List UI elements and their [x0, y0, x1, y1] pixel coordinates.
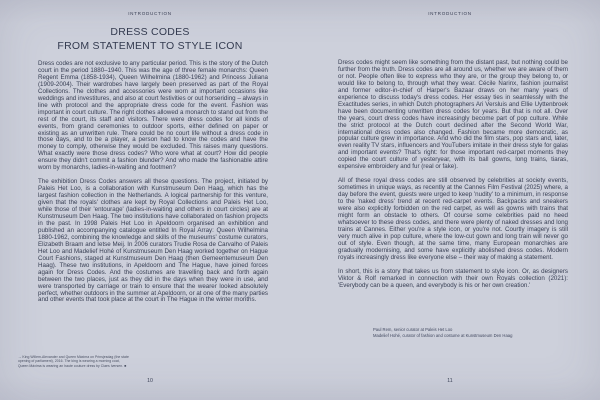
right-page	[300, 0, 600, 400]
body-paragraph: All of these royal dress codes are still observed by celebrities at society events, sometimes in unique ways, as recently at the Cannes Film Festival (2025) where, a day before the event, guests were urged to keep 'nudity' to a minimum, in response to the 'naked dress' trend at recent red-carpet events. Backpacks and sneakers were also explicitly forbidden on the red carpet, as well as gowns with trains that might form an obstacle to others. Of course some celebrities paid no heed whatsoever to these dress codes, and there were plenty of naked dresses and long trains at Cannes. Either you're a style icon, or you're not. Courtly imagery is still very much alive in pop culture, where the low-cut gown and long train will never go out of style. Even though, at the same time, many European monarchies are gradually modernising, and some have explicitly abolished dress codes. Modern royals increasingly dress like everyone else – their way of making a statement.	[338, 177, 568, 261]
body-paragraph: Dress codes might seem like something from the distant past, but nothing could be further from the truth. Dress codes are all around us, whether we are aware of them or not. People often like to express who they are, or the group they belong to, or would like to belong to, through what they wear. Cécile Narinx, fashion journalist and former editor-in-chief of Harper's Bazaar draws on her many years of experience to discuss today's dress codes. Her essay ties in seamlessly with the Exactitudes series, in which Dutch photographers Ari Versluis and Ellie Uyttenbroek have been documenting unwritten dress codes for years. But that is not all. Over the years, court dress codes have increasingly become part of pop culture. While the strict protocol at the Dutch court declined after the Second World War, international dress codes also changed. Fashion became more democratic, as popular culture grew in importance. And who did the film stars, pop stars and, later, even reality TV stars, influencers and YouTubers imitate in their dress style for galas and important events? That's right: for those important red-carpet moments they copied the court culture of yesteryear, with its ball gowns, long trains, tiaras, expensive embroidery and fur (real or fake).	[338, 59, 568, 171]
left-running-header: INTRODUCTION	[128, 11, 172, 16]
body-paragraph: In short, this is a story that takes us from statement to style icon. Or, as designers Viktor & Rolf remarked in connection with their own Royals collection (2021): 'Everybody can be a queen, and everybody is his or her own creation.'	[338, 267, 568, 289]
body-paragraph: Dress codes are not exclusive to any particular period. This is the story of the Dutch court in the period 1880–1940. This was the age of three female monarchs: Queen Regent Emma (1858-1934), Queen Wilhelmina (1880-1962) and Princess Juliana (1909-2004). Their wardrobes have largely been preserved as part of the Royal Collections. The clothes and accessories were worn at important occasions like weddings and investitures, and also at court festivities or out horseriding – always in line with protocol and the appropriate dress code for the event. Fashion was important in court culture. The right clothes allowed a monarch to stand out from the rest of the court, its staff and visitors. There were dress codes for all kinds of events, from grand ceremonies to outdoor sports, either defined on paper or existing as an unwritten rule. There could be no court life without a dress code in those days, and to be a player, a person had to know the codes and have the money to comply, otherwise they would be excluded. This raises many questions. What exactly were those dress codes? Who wore what at court? How did people ensure they didn't commit a fashion blunder? And who made the fashionable attire worn by monarchs, ladies-in-waiting and footmen?	[38, 60, 268, 172]
chapter-title-line1: DRESS CODES	[110, 26, 190, 38]
right-page-number: 11	[447, 378, 453, 384]
image-caption-footnote: → King Willem-Alexander and Queen Máxima on Prinsjesdag (the state opening of parliament), 2016. The king is wearing a morning coat, Queen Máxima is wearing an haute couture dress by Claes Iversen. ■	[18, 355, 129, 368]
chapter-title-line2: FROM STATEMENT TO STYLE ICON	[57, 40, 243, 52]
chapter-title	[0, 25, 300, 53]
credit-line: Madelief Hohé, curator of fashion and costume at Kunstmuseum Den Haag	[373, 332, 513, 338]
right-body-column	[338, 60, 568, 297]
body-paragraph: The exhibition Dress Codes answers all these questions. The project, initiated by Paleis Het Loo, is a collaboration with Kunstmuseum Den Haag, which has the largest fashion collection in the Netherlands. A logical partnership for this venture, given that the royals' clothes are kept by Royal Collections and Paleis Het Loo, while those of their 'entourage' (ladies-in-waiting and others in court circles) are at Kunstmuseum Den Haag. The two institutions have collaborated on fashion projects in the past. In 1998 Paleis Het Loo in Apeldoorn organised an exhibition and published an accompanying catalogue entitled In Royal Array: Queen Wilhelmina 1880-1962, combining the knowledge and skills of the museums' costume curators, Elizabeth Braam and Ietse Meij. In 2006 curators Trudie Rosa de Carvalho of Paleis Het Loo and Madelief Hohé of Kunstmuseum Den Haag worked together on Hague Court Fashions, staged at Kunstmuseum Den Haag (then Gemeentemuseum Den Haag). These two institutions, in Apeldoorn and The Hague, have joined forces again for Dress Codes. And the costumes are travelling back and forth again between the two places, just as they did in the days when they were in use, and were transported by carriage or train to ensure that the wearer looked absolutely perfect, whether outdoors in the summer at Apeldoorn, or at one of the many parties and other events that took place at the court in The Hague in the winter months.	[38, 178, 268, 304]
left-body-column	[38, 61, 268, 311]
left-page-number: 10	[147, 378, 153, 384]
right-running-header: INTRODUCTION	[428, 11, 472, 16]
author-credits	[373, 327, 583, 338]
credit-line: Paul Rem, senior curator at Paleis Het Loo	[373, 327, 453, 332]
